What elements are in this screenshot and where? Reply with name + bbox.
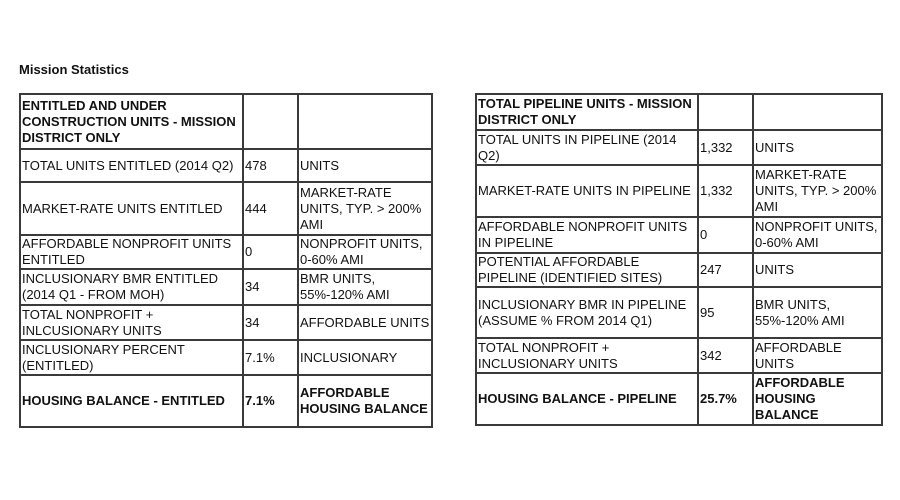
row-unit: BMR UNITS, 55%-120% AMI: [298, 269, 432, 305]
row-unit: UNITS: [753, 253, 882, 287]
row-unit: NONPROFIT UNITS, 0-60% AMI: [298, 235, 432, 269]
table-row: [20, 149, 432, 182]
table-row: [20, 305, 432, 340]
row-unit: AFFORDABLE HOUSING BALANCE: [753, 373, 882, 425]
row-unit: AFFORDABLE UNITS: [753, 338, 882, 373]
row-unit: AFFORDABLE UNITS: [298, 305, 432, 340]
row-value: 7.1%: [243, 340, 298, 375]
row-unit: AFFORDABLE HOUSING BALANCE: [298, 375, 432, 427]
row-label: HOUSING BALANCE - ENTITLED: [20, 375, 243, 427]
table-row: [476, 165, 882, 217]
row-unit: BMR UNITS, 55%-120% AMI: [753, 287, 882, 338]
table-row: [476, 338, 882, 373]
row-label: MARKET-RATE UNITS IN PIPELINE: [476, 165, 698, 217]
row-value: 0: [243, 235, 298, 269]
header-empty-cell: [753, 94, 882, 130]
pipeline-units-table: [475, 93, 883, 426]
row-value: 25.7%: [698, 373, 753, 425]
row-value: 342: [698, 338, 753, 373]
row-label: AFFORDABLE NONPROFIT UNITS ENTITLED: [20, 235, 243, 269]
table-row: [20, 269, 432, 305]
row-value: 95: [698, 287, 753, 338]
row-label: INCLUSIONARY PERCENT (ENTITLED): [20, 340, 243, 375]
row-label: HOUSING BALANCE - PIPELINE: [476, 373, 698, 425]
table-row: [476, 217, 882, 253]
table-row-total: [20, 375, 432, 427]
page-title: Mission Statistics: [19, 62, 129, 77]
row-value: 247: [698, 253, 753, 287]
row-label: TOTAL NONPROFIT + INLCUSIONARY UNITS: [20, 305, 243, 340]
row-value: 478: [243, 149, 298, 182]
entitled-units-table: [19, 93, 433, 428]
table-row: [476, 287, 882, 338]
row-value: 1,332: [698, 165, 753, 217]
table-header: ENTITLED AND UNDER CONSTRUCTION UNITS - MISSION DISTRICT ONLY: [20, 94, 243, 149]
header-empty-cell: [298, 94, 432, 149]
row-label: POTENTIAL AFFORDABLE PIPELINE (IDENTIFIED SITES): [476, 253, 698, 287]
row-unit: UNITS: [298, 149, 432, 182]
table-header: TOTAL PIPELINE UNITS - MISSION DISTRICT ONLY: [476, 94, 698, 130]
row-label: TOTAL NONPROFIT + INCLUSIONARY UNITS: [476, 338, 698, 373]
row-value: 7.1%: [243, 375, 298, 427]
header-empty-cell: [698, 94, 753, 130]
table-header-row: [20, 94, 432, 149]
row-label: AFFORDABLE NONPROFIT UNITS IN PIPELINE: [476, 217, 698, 253]
table-header-row: [476, 94, 882, 130]
row-label: TOTAL UNITS ENTITLED (2014 Q2): [20, 149, 243, 182]
table-row: [476, 253, 882, 287]
table-row: [476, 130, 882, 165]
row-unit: UNITS: [753, 130, 882, 165]
row-value: 34: [243, 269, 298, 305]
table-row: [20, 235, 432, 269]
row-label: INCLUSIONARY BMR ENTITLED (2014 Q1 - FROM MOH): [20, 269, 243, 305]
row-label: TOTAL UNITS IN PIPELINE (2014 Q2): [476, 130, 698, 165]
table-row-total: [476, 373, 882, 425]
header-empty-cell: [243, 94, 298, 149]
row-value: 0: [698, 217, 753, 253]
row-value: 34: [243, 305, 298, 340]
row-value: 1,332: [698, 130, 753, 165]
row-value: 444: [243, 182, 298, 235]
row-label: MARKET-RATE UNITS ENTITLED: [20, 182, 243, 235]
row-label: INCLUSIONARY BMR IN PIPELINE (ASSUME % FROM 2014 Q1): [476, 287, 698, 338]
row-unit: NONPROFIT UNITS, 0-60% AMI: [753, 217, 882, 253]
row-unit: MARKET-RATE UNITS, TYP. > 200% AMI: [298, 182, 432, 235]
row-unit: MARKET-RATE UNITS, TYP. > 200% AMI: [753, 165, 882, 217]
row-unit: INCLUSIONARY: [298, 340, 432, 375]
table-row: [20, 340, 432, 375]
table-row: [20, 182, 432, 235]
